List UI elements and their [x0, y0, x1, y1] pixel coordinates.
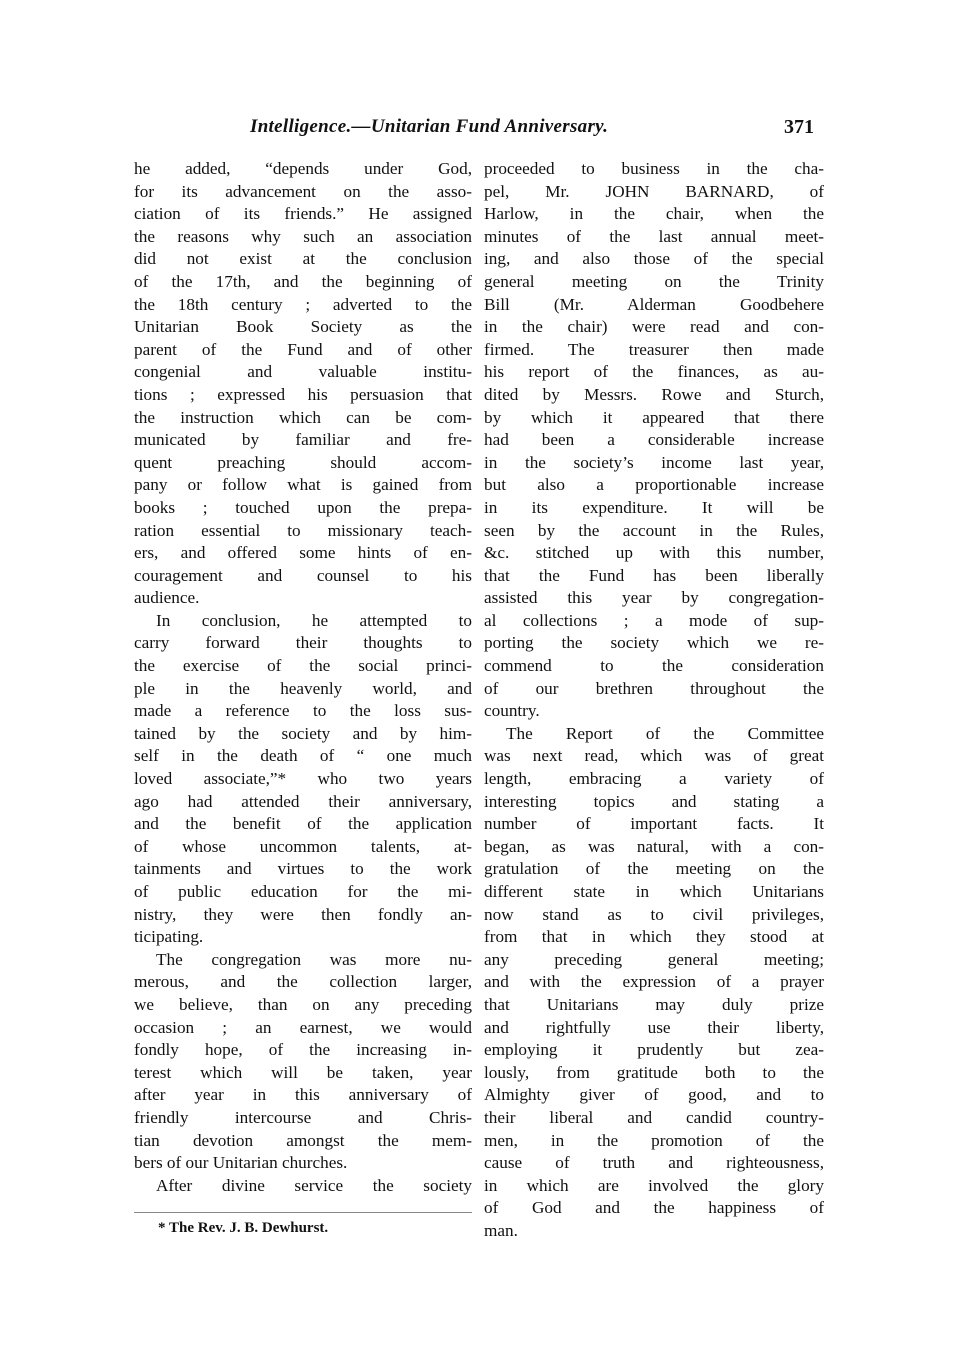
- text-line: self in the death of “ one much: [134, 746, 472, 766]
- text-line: Almighty giver of good, and to: [484, 1085, 824, 1105]
- text-line: and the benefit of the application: [134, 814, 472, 834]
- text-line: of whose uncommon talents, at-: [134, 836, 472, 856]
- text-line: bers of our Unitarian churches.: [134, 1153, 348, 1173]
- text-line: ago had attended their anniversary,: [134, 791, 472, 811]
- text-line: carry forward their thoughts to: [134, 633, 472, 653]
- text-line: commend to the consideration: [484, 656, 824, 676]
- text-line: Unitarian Book Society as the: [134, 317, 472, 337]
- text-line: quent preaching should accom-: [134, 452, 472, 472]
- text-line: congenial and valuable institu-: [134, 362, 472, 382]
- text-line: and with the expression of a prayer: [484, 972, 824, 992]
- text-line: was next read, which was of great: [484, 746, 824, 766]
- text-line: any preceding general meeting;: [484, 949, 824, 969]
- text-line: porting the society which we re-: [484, 633, 824, 653]
- text-line: their liberal and candid country-: [484, 1107, 824, 1127]
- text-line: for its advancement on the asso-: [134, 181, 472, 201]
- text-line: occasion ; an earnest, we would: [134, 1017, 472, 1037]
- text-line: terest which will be taken, year: [134, 1062, 472, 1082]
- text-line: seen by the account in the Rules,: [484, 520, 824, 540]
- text-line: in the chair) were read and con-: [484, 317, 824, 337]
- text-line: ciation of its friends.” He assigned: [134, 204, 472, 224]
- text-line: assisted this year by congregation-: [484, 588, 824, 608]
- text-line: ticipating.: [134, 927, 204, 947]
- text-line: we believe, than on any preceding: [134, 994, 472, 1014]
- text-line: tions ; expressed his persuasion that: [134, 384, 472, 404]
- text-line: ing, and also those of the special: [484, 249, 824, 269]
- text-line: cause of truth and righteousness,: [484, 1153, 824, 1173]
- left-text-column: [134, 158, 472, 1197]
- text-line: ple in the heavenly world, and: [134, 678, 472, 698]
- text-line: of public education for the mi-: [134, 882, 472, 901]
- text-line: &c. stitched up with this number,: [484, 543, 824, 563]
- text-line: and rightfully use their liberty,: [484, 1017, 824, 1037]
- text-line: pel, Mr. JOHN BARNARD, of: [484, 181, 824, 201]
- text-line: In conclusion, he attempted to: [156, 610, 472, 630]
- text-line: in its expenditure. It will be: [484, 497, 824, 517]
- text-line: of the 17th, and the beginning of: [134, 271, 472, 291]
- text-line: dited by Messrs. Rowe and Sturch,: [484, 384, 824, 404]
- text-line: man.: [484, 1220, 518, 1240]
- text-line: gratulation of the meeting on the: [484, 859, 824, 879]
- text-line: his report of the finances, as au-: [484, 362, 824, 382]
- text-line: different state in which Unitarians: [484, 882, 824, 901]
- page-number: 371: [784, 116, 814, 138]
- text-line: after year in this anniversary of: [134, 1085, 472, 1105]
- text-line: from that in which they stood at: [484, 927, 824, 947]
- text-line: did not exist at the conclusion: [134, 249, 472, 269]
- text-line: the reasons why such an association: [134, 226, 472, 246]
- text-line: men, in the promotion of the: [484, 1130, 824, 1150]
- text-line: the instruction which can be com-: [134, 407, 472, 427]
- text-line: tainments and virtues to the work: [134, 859, 472, 879]
- text-line: The congregation was more nu-: [156, 949, 472, 969]
- text-line: municated by familiar and fre-: [134, 430, 472, 450]
- text-line: lously, from gratitude both to the: [484, 1062, 824, 1082]
- text-line: tian devotion amongst the mem-: [134, 1130, 472, 1150]
- footnote-divider: [134, 1212, 472, 1213]
- text-line: al collections ; a mode of sup-: [484, 610, 824, 630]
- text-line: couragement and counsel to his: [134, 565, 472, 585]
- text-line: the 18th century ; adverted to the: [134, 294, 472, 314]
- text-line: began, as was natural, with a con-: [484, 836, 824, 856]
- text-line: Harlow, in the chair, when the: [484, 204, 824, 224]
- text-line: The Report of the Committee: [506, 723, 824, 743]
- text-line: general meeting on the Trinity: [484, 271, 824, 291]
- text-line: ration essential to missionary teach-: [134, 520, 472, 540]
- text-line: ers, and offered some hints of en-: [134, 543, 472, 563]
- text-line: made a reference to the loss sus-: [134, 701, 472, 721]
- text-line: parent of the Fund and of other: [134, 339, 472, 359]
- right-text-column: [484, 158, 824, 1243]
- text-line: loved associate,”* who two years: [134, 769, 472, 789]
- text-line: in which are involved the glory: [484, 1175, 824, 1195]
- running-title: Intelligence.—Unitarian Fund Anniversary.: [250, 116, 609, 137]
- text-line: interesting topics and stating a: [484, 791, 824, 811]
- text-line: the exercise of the social princi-: [134, 656, 472, 676]
- text-line: country.: [484, 701, 540, 721]
- text-line: number of important facts. It: [484, 814, 824, 834]
- text-line: had been a considerable increase: [484, 430, 824, 450]
- text-line: Bill (Mr. Alderman Goodbehere: [484, 294, 824, 314]
- text-line: that Unitarians may duly prize: [484, 994, 824, 1014]
- text-line: firmed. The treasurer then made: [484, 339, 824, 359]
- text-line: minutes of the last annual meet-: [484, 226, 824, 246]
- text-line: pany or follow what is gained from: [134, 475, 472, 495]
- text-line: of God and the happiness of: [484, 1198, 824, 1218]
- text-line: nistry, they were then fondly an-: [134, 904, 472, 924]
- text-line: fondly hope, of the increasing in-: [134, 1040, 472, 1060]
- text-line: by which it appeared that there: [484, 407, 824, 427]
- footnote: * The Rev. J. B. Dewhurst.: [158, 1220, 329, 1236]
- text-line: of our brethren throughout the: [484, 678, 824, 698]
- text-line: but also a proportionable increase: [484, 475, 824, 495]
- text-line: in the society’s income last year,: [484, 452, 824, 472]
- text-line: employing it prudently but zea-: [484, 1040, 824, 1060]
- text-line: books ; touched upon the prepa-: [134, 497, 472, 517]
- text-line: tained by the society and by him-: [134, 723, 472, 743]
- text-line: length, embracing a variety of: [484, 769, 824, 789]
- text-line: he added, “depends under God,: [134, 159, 472, 178]
- text-line: After divine service the society: [156, 1175, 472, 1195]
- text-line: friendly intercourse and Chris-: [134, 1107, 472, 1127]
- text-line: proceeded to business in the cha-: [484, 159, 824, 178]
- text-line: audience.: [134, 588, 200, 608]
- text-line: that the Fund has been liberally: [484, 565, 824, 585]
- text-line: merous, and the collection larger,: [134, 972, 472, 992]
- text-line: now stand as to civil privileges,: [484, 904, 824, 924]
